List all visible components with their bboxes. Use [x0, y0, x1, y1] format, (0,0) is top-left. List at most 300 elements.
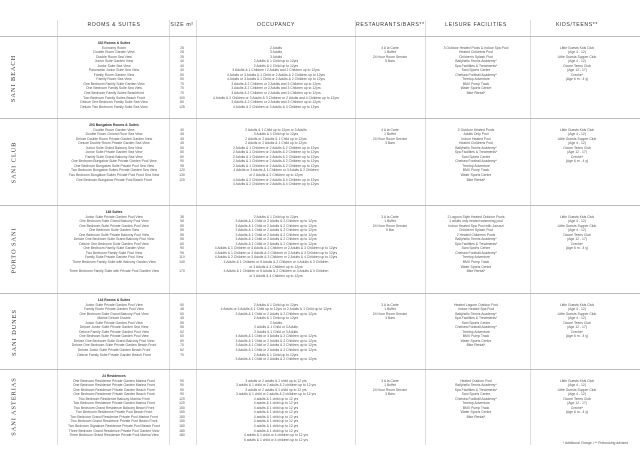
- section-label-text: PORTO SANI: [10, 227, 18, 273]
- restaurant-line: 5 Bars: [385, 59, 395, 64]
- room-name: Junior Suite Grand Balcony Sea View: [85, 145, 143, 150]
- leisure-line: Treetop Adventure: [462, 401, 490, 406]
- leisure-line: 2 Heated Childrens Pools: [456, 232, 496, 237]
- room-name: Double Room Ground Floor Sea View: [85, 132, 143, 137]
- leisure-line: Heated Lagoon Outdoor Pool: [453, 302, 499, 307]
- occupancy-line: 3 Adults & 1 Child or 2 Adults & 2 Children up to 12yrs: [235, 223, 317, 228]
- occupancy-line: 3 Adults & 1 Children / 2 Adults and 2 Children up to 12yrs: [232, 68, 320, 73]
- room-size: 90: [180, 392, 184, 397]
- room-size: 45: [180, 141, 184, 146]
- kids-line: (Age 4 - 12): [568, 219, 586, 224]
- occupancy-line: or 3 Adults & 4 Children up to 12yrs: [249, 264, 303, 269]
- room-name: Double Room Garden View: [93, 50, 135, 55]
- room-name: One Bedroom Suite Grand Balcony Pool View: [79, 311, 149, 316]
- restaurant-line: 1 Buffet: [384, 132, 396, 137]
- section-porto-sani: [0, 205, 640, 294]
- occupancy-line: 3 Adults & 1 Child or 2 Adults & 2 Children up to 12yrs: [235, 237, 317, 242]
- occupancy-line: 4 Adults or 3 Adults & 1 Children or 3 Adults & 2 Children: [233, 168, 319, 173]
- room-name: 148 Suites: [105, 210, 123, 214]
- room-name: Junior Suite Private Garden Pool View: [85, 320, 143, 325]
- room-size: 120: [179, 177, 185, 182]
- leisure-line: Heated Childrens Pool: [459, 141, 493, 146]
- section-sani-club: [0, 118, 640, 206]
- occupancy-line: 2 Adults & 1 Child up to 12yrs or 3 Adults: [245, 127, 307, 132]
- room-name: Deluxe Double Room Private Garden Sea View: [78, 141, 150, 146]
- room-name: One Bedroom Residence Private Garden Beach Front: [73, 392, 155, 397]
- room-size: 90: [180, 159, 184, 164]
- room-name: Economy Room: [101, 45, 127, 50]
- kids-line: Creche*: [570, 329, 584, 334]
- room-size: 90: [180, 378, 184, 383]
- leisure-column: [426, 210, 526, 274]
- room-name: Junior Suite Private Garden Pool View: [85, 214, 143, 219]
- restaurant-line: 5 Bar: [385, 228, 395, 233]
- occupancy-line: 4 adults & 1 child up to 12 yrs: [253, 424, 299, 429]
- occupancy-line: 3 adults or 2 adults & 1 child up to 12 yrs: [245, 378, 307, 383]
- room-size: 50: [180, 77, 184, 82]
- room-size: 170: [179, 269, 185, 274]
- occupancy-line: 2 Adults & 1 Child up to 12yrs: [253, 316, 299, 321]
- restaurant-line: 3 Bars: [385, 141, 395, 146]
- room-size: 180: [179, 433, 185, 438]
- restaurants-column: [356, 298, 424, 321]
- room-name: Three Bedroom Family Suite with Balcony Garden View: [72, 260, 156, 265]
- occupancy-column: [198, 374, 354, 442]
- room-name: Deluxe One Bedroom Suite Private Garden Beach Front: [71, 343, 157, 348]
- leisure-line: Ballyhello Tennis Academy*: [455, 145, 497, 150]
- kids-line: Creche*: [570, 405, 584, 410]
- occupancy-line: 3 Adults & 2 Children or 2 Adults and 3 Children up to 12yrs: [231, 100, 321, 105]
- room-name: Two Bedroom Grand Residence Private Pool Marina Front: [70, 414, 158, 419]
- sizes-column: [170, 41, 194, 109]
- restaurant-line: 24 Hour Room Service: [372, 387, 408, 392]
- restaurant-line: 3 A la Carte: [381, 302, 399, 307]
- occupancy-line: 2 Adults & 1 Child up to 12yrs: [253, 63, 299, 68]
- room-size: 60: [180, 334, 184, 339]
- kids-line: Little Guests Kids Club: [559, 214, 595, 219]
- leisure-line: 2 Lagoon Style Heated Outdoor Pools: [447, 214, 505, 219]
- leisure-line: Water Sports Centre: [460, 410, 492, 415]
- leisure-line: Bike Rental*: [466, 177, 486, 182]
- room-name: Deluxe One Bedroom Suite Grand Balcony Pool View: [73, 237, 155, 242]
- occupancy-line: 4 adults & 1 child up to 12 yrs: [253, 414, 299, 419]
- occupancy-line: 2 Adults & 1 Children or 2 Adults & 2 Children up to 12yrs: [233, 150, 319, 155]
- occupancy-line: 4 Adults or 3 Adults & 1 Child or 2 Adults & 2 Children up to 12yrs: [226, 77, 325, 82]
- occupancy-column: [198, 41, 354, 109]
- section-sani-beach: [0, 36, 640, 119]
- restaurant-line: 24 Hour Room Service: [372, 136, 408, 141]
- room-size: 120: [179, 396, 185, 401]
- occupancy-line: or 3 Adults & 4 Children up to 12yrs: [249, 273, 303, 278]
- occupancy-line: 4 Adults or 3 Adults & 1 Child up to 12yrs or 2 Adults & 1 Child up to 12yrs: [220, 307, 332, 312]
- restaurants-column: [356, 41, 424, 64]
- room-size: 40: [180, 127, 184, 132]
- kids-line: Ocone Teens Club: [563, 145, 591, 150]
- sizes-column: [170, 298, 194, 357]
- room-name: Two Bedroom Residence Private Garden Marina Front: [73, 401, 155, 406]
- leisure-line: Spa Facilities & Treatments*: [454, 387, 498, 392]
- kids-line: (Age 6 m - 4 y): [565, 334, 589, 339]
- kids-line: (Age 12 - 17): [567, 150, 587, 155]
- occupancy-column: [198, 298, 354, 362]
- leisure-line: Bike Rental*: [466, 269, 486, 274]
- leisure-line: Chelsea Football Academy*: [455, 159, 497, 164]
- leisure-line: Spa Facilities & Treatments*: [454, 150, 498, 155]
- room-size: 45: [180, 316, 184, 321]
- room-size: 125: [179, 104, 185, 109]
- occupancy-line: 3 Adults & 2 Children or 2 Adults and 3 Children up to 12yrs: [231, 91, 321, 96]
- room-size: 38: [180, 214, 184, 219]
- sizes-column: [170, 210, 194, 274]
- kids-line: (Age 4 - 12): [568, 228, 586, 233]
- room-size: 60: [180, 338, 184, 343]
- room-name: Two Bedroom Signature Residence Private Pool Beach Front: [68, 424, 160, 429]
- room-name: Family Suite Private Garden Pool View: [84, 255, 144, 260]
- occupancy-line: 4 adults & 1 child up to 12 yrs: [253, 405, 299, 410]
- occupancy-line: 2 Adults & 1 Child up to 12yrs: [253, 214, 299, 219]
- occupancy-line: 2 Adults & 1 Child or 3 Adults: [254, 329, 298, 334]
- room-size: 50: [180, 150, 184, 155]
- room-name: Deluxe One Bedroom Suite Garden Pool View: [79, 241, 149, 246]
- room-name: One Bedroom Family Suite Sea View: [86, 86, 142, 91]
- leisure-line: 3 Outdoor Heated Pools & Indoor Spa Pool: [443, 45, 509, 50]
- leisure-line: Children's Splash Pool: [458, 228, 493, 233]
- room-name: Marine Deluxe Double: [97, 316, 131, 321]
- occupancy-line: 4 Adults & 2 Children or 3 Adults & 3 Children up to 12yrs: [233, 104, 319, 109]
- room-name: Family Room Sea View: [96, 77, 132, 82]
- occupancy-line: 4 Adults & 2 Children or 2 Adults & 4 Children up to 12yrs: [233, 177, 319, 182]
- room-name: One Bedroom Bungalow Suite Private Pool Sea View: [73, 163, 155, 168]
- leisure-line: Adults Only Pool: [463, 132, 489, 137]
- room-size: 95: [180, 250, 184, 255]
- occupancy-line: 3 Adults & 1 Child or 2 Adults & 2 Children up to 12yrs: [235, 311, 317, 316]
- room-size: 45: [180, 132, 184, 137]
- occupancy-line: 4 Adults & 1 Children or 3 Adults & 2 Children or 2 Adults & 3 Children up to 12yrs: [214, 246, 338, 251]
- restaurant-line: 1 Buffet: [384, 383, 396, 388]
- kids-line: (Age 6 m - 4 y): [565, 246, 589, 251]
- room-name: Junior Suite Private Garden Sea View: [85, 150, 143, 155]
- leisure-line: Sani Sports Centre: [461, 392, 491, 397]
- room-name: Three Bedroom Grand Residence Private Pool Garden View: [68, 428, 160, 433]
- room-size: 100: [179, 95, 185, 100]
- room-name: One Bedroom Suite Private Garden Pool View: [79, 223, 149, 228]
- room-size: 60: [180, 311, 184, 316]
- occupancy-line: 2 Adults or 2 Adults & 1 Child up to 12yrs: [245, 136, 307, 141]
- room-name: Two Bedroom Bungalow Suites Private Garden Sea View: [70, 168, 158, 173]
- occupancy-line: 3 Adults & 1 Child or 2 Adults & 2 Children up to 12yrs: [235, 348, 317, 353]
- kids-line: Creche*: [570, 154, 584, 159]
- restaurant-line: 1 Buffet: [384, 219, 396, 224]
- leisure-line: BMX Pump Track: [462, 260, 490, 265]
- room-size: 55: [180, 219, 184, 224]
- room-name: Junior Suite Garden View: [94, 59, 134, 64]
- occupancy-line: 2 Adults & 1 Children or 2 Adults & 2 Children up to 12yrs: [233, 154, 319, 159]
- occupancy-line: 4 Adults & 2 Children or 2 Adults & 4 Children up to 12yrs: [233, 182, 319, 187]
- leisure-line: Water Sports Centre: [460, 264, 492, 269]
- restaurant-line: 24 Hour Room Service: [372, 54, 408, 59]
- occupancy-line: 2 Adults & 1 Child up to 12yrs: [253, 59, 299, 64]
- leisure-line: 2 Outdoor Heated Pools: [457, 127, 495, 132]
- room-name: Family Room Private Garden Pool View: [84, 307, 144, 312]
- kids-line: (Age 12 - 17): [567, 68, 587, 73]
- room-name: Deluxe One Bedroom Suite Grand Balcony Pool View: [73, 338, 155, 343]
- leisure-line: Ballyhello Tennis Academy*: [455, 237, 497, 242]
- room-size: 45: [180, 136, 184, 141]
- occupancy-line: 3 Adults & 1 Child or 2 Adults & 2 Children up to 12yrs: [235, 219, 317, 224]
- room-size: 50: [180, 72, 184, 77]
- kids-line: (Age 4 - 12): [568, 50, 586, 55]
- rooms-column: [60, 374, 168, 438]
- leisure-line: BMX Pump Track: [462, 168, 490, 173]
- kids-line: (Age 4 - 12): [568, 392, 586, 397]
- room-name: Double Room Sea View: [96, 54, 132, 59]
- room-name: One Bedroom Family Suite Garden View: [83, 81, 145, 86]
- room-size: 55: [180, 325, 184, 330]
- leisure-line: Children's Splash Pool: [458, 54, 493, 59]
- header-size: SIZE m²: [170, 22, 194, 28]
- room-name: Two Bedroom Residence Private Pool Beach Front: [75, 410, 153, 415]
- leisure-line: Bike Rental*: [466, 343, 486, 348]
- occupancy-line: 4 Adults & 1 Children or 3 Adults & 2 Children or 2 Adults & 3 Children up to 12yrs: [214, 250, 338, 255]
- leisure-line: Sani Sports Centre: [461, 154, 491, 159]
- occupancy-line: 2 Adults or 2 Adults & 1 Child up to 12yrs: [245, 141, 307, 146]
- kids-line: Ocone Teens Club: [563, 320, 591, 325]
- room-size: 70: [180, 81, 184, 86]
- leisure-line: Spa Facilities & Treatments*: [454, 316, 498, 321]
- occupancy-line: 2 Adults & 1 Child up to 12yrs: [253, 352, 299, 357]
- leisure-line: Bike Rental*: [466, 414, 486, 419]
- room-size: 180: [179, 424, 185, 429]
- room-size: 55: [180, 320, 184, 325]
- room-name: One Bedroom Suite Private Garden Pool View: [79, 334, 149, 339]
- occupancy-line: 4 Adults & 1 Children or 5 Adults & 2 Children or 4 Adults & 3 Children: [223, 269, 329, 274]
- occupancy-line: 4 adults & 1 child up to 12 yrs: [253, 401, 299, 406]
- occupancy-line: 3 adults & 1 child or 2 adults & 2 children up to 12 yrs: [235, 392, 317, 397]
- room-size: 40: [180, 68, 184, 73]
- kids-column: [534, 374, 620, 415]
- occupancy-line: 4 Adults & 1 Children or 5 Adults & 2 Children or 4 Adults & 3 Children: [223, 260, 329, 265]
- room-name: Deluxe Family Suite Private Garden Beach Front: [77, 352, 151, 357]
- occupancy-line: 2 Adults & 1 Children or 2 Adults & 2 Children up to 12yrs: [233, 163, 319, 168]
- kids-column: [534, 298, 620, 339]
- leisure-line: Treetop Adventure: [462, 163, 490, 168]
- leisure-line: Ballyhello Tennis Academy*: [455, 311, 497, 316]
- kids-line: (Age 12 - 17): [567, 401, 587, 406]
- leisure-line: BMX Pump Track: [462, 334, 490, 339]
- section-sani-dunes: [0, 293, 640, 370]
- room-size: 150: [179, 414, 185, 419]
- leisure-line: Indoor Heated Spa Pool with Jacuzzi: [448, 223, 504, 228]
- leisure-line: Chelsea Football Academy*: [455, 396, 497, 401]
- leisure-line: Indoor Heated Pool: [461, 136, 491, 141]
- room-name: Two Bedroom Family Suite Pool View: [85, 250, 143, 255]
- occupancy-line: 3 Adults: [269, 50, 283, 55]
- occupancy-line: 4 adults & 1 child up to 12 yrs: [253, 428, 299, 433]
- room-name: Deluxe Junior Suite Private Garden Beach Front: [77, 348, 151, 353]
- room-name: Family Room Garden View: [93, 72, 135, 77]
- kids-line: Ocone Teens Club: [563, 396, 591, 401]
- room-name: Deluxe One Bedroom Family Suite Sea View: [80, 100, 148, 105]
- kids-line: Little Guests Supper Club: [557, 136, 597, 141]
- restaurant-line: 3 Bars: [385, 392, 395, 397]
- sizes-column: [170, 374, 194, 438]
- leisure-line: Spa Facilities & Treatments*: [454, 63, 498, 68]
- rooms-column: [60, 41, 168, 109]
- leisure-line: Ballyhello Tennis Academy*: [455, 59, 497, 64]
- occupancy-line: 3 Adults & 2 Children or 2 Adults and 3 Children up to 12yrs: [231, 86, 321, 91]
- occupancy-line: 2 Adults: [269, 320, 283, 325]
- room-name: One Bedroom Family Suite Garden View: [83, 246, 145, 251]
- occupancy-line: 3 Adults & 1 Child up to 12yrs: [253, 132, 299, 137]
- occupancy-column: [198, 123, 354, 187]
- leisure-column: [426, 123, 526, 182]
- room-size: 90: [180, 387, 184, 392]
- room-name: One Bedroom Suite Private Balcony Pool View: [78, 232, 150, 237]
- sizes-column: [170, 123, 194, 182]
- kids-line: Little Guests Supper Club: [557, 311, 597, 316]
- leisure-line: Water Sports Centre: [460, 338, 492, 343]
- restaurant-line: 3 A la Carte: [381, 378, 399, 383]
- room-size: 140: [179, 260, 185, 265]
- kids-line: (Age 6 m - 4 y): [565, 77, 589, 82]
- rooms-column: [60, 123, 168, 182]
- occupancy-line: 4 Adults & 2 Children or 3 Adults & 3 Children or 2 Adults & 4 Children up to 12yrs: [214, 255, 338, 260]
- room-size: 25: [180, 50, 184, 55]
- header-leisure: LEISURE FACILITIES: [445, 22, 507, 28]
- leisure-column: [426, 41, 526, 96]
- occupancy-line: 3 adults & 1 child or 2 adults & 2 children up to 12 yrs: [235, 383, 317, 388]
- kids-line: (Age 4 - 12): [568, 307, 586, 312]
- room-name: One Bedroom Residence Private Garden Marina Front: [73, 378, 155, 383]
- kids-line: (Age 4 - 12): [568, 141, 586, 146]
- room-size: 150: [179, 410, 185, 415]
- footnote: * Additional Charge / ** Prebooking advised: [562, 441, 628, 445]
- occupancy-line: 2 Adults & 1 Children or 2 Adults & 2 Children up to 12yrs: [233, 145, 319, 150]
- restaurant-line: 1 Buffet: [384, 307, 396, 312]
- room-name: Two Bedroom Residence Balcony Marina Front: [78, 396, 150, 401]
- leisure-line: Sani Sports Centre: [461, 246, 491, 251]
- room-name: Family Suite Grand Balcony Sea View: [85, 154, 143, 159]
- kids-line: (Age 4 - 12): [568, 316, 586, 321]
- leisure-column: [426, 298, 526, 348]
- room-size: 90: [180, 246, 184, 251]
- kids-line: Little Guests Kids Club: [559, 127, 595, 132]
- occupancy-line: 2 Adults: [269, 45, 283, 50]
- room-size: 55: [180, 232, 184, 237]
- section-label-text: SANI DUNES: [10, 308, 18, 356]
- room-name: 144 Rooms & Suites: [97, 298, 131, 302]
- leisure-line: Ballyhello Tennis Academy*: [455, 383, 497, 388]
- occupancy-line: 3 Adults: [269, 54, 283, 59]
- kids-line: (Age 12 - 17): [567, 325, 587, 330]
- section-label-text: SANI BEACH: [10, 54, 18, 102]
- kids-line: Little Guests Supper Club: [557, 387, 597, 392]
- leisure-line: Chelsea Football Academy*: [455, 325, 497, 330]
- occupancy-line: or 2 Adults & 2 Children up to 12yrs: [249, 173, 303, 178]
- kids-line: (Age 6 m - 4 y): [565, 159, 589, 164]
- leisure-line: Indoor Heated Spa Pool: [457, 307, 495, 312]
- section-label: [6, 37, 22, 119]
- occupancy-line: 4 Adults & 1 Child or 3 Adults & 2 Children up to 12yrs: [235, 334, 317, 339]
- room-name: One Bedroom Family Suites Beachfront: [84, 91, 144, 96]
- room-size: 50: [180, 302, 184, 307]
- room-name: Junior Suite Private Garden Pool View: [85, 302, 143, 307]
- kids-line: Little Guests Kids Club: [559, 45, 595, 50]
- kids-line: Ocone Teens Club: [563, 63, 591, 68]
- occupancy-line: 4 adults & 1 child up to 12 yrs: [253, 419, 299, 424]
- room-name: Deluxe Junior Suite Private Garden Sea View: [79, 325, 149, 330]
- kids-column: [534, 41, 620, 82]
- kids-line: Ocone Teens Club: [563, 232, 591, 237]
- occupancy-line: 6 adults & 1 child or 4 children up to 12 yrs: [243, 437, 309, 442]
- room-size: 130: [179, 173, 185, 178]
- leisure-line: BMX Pump Track: [462, 81, 490, 86]
- occupancy-line: 3 Adults & 1 Child or 2 Adults & 2 Children up to 12yrs: [235, 343, 317, 348]
- header-occupancy: OCCUPANCY: [256, 22, 296, 28]
- kids-line: (Age 12 - 17): [567, 237, 587, 242]
- occupancy-line: 3 Adults & 1 Child or 2 Adults & 2 Children up to 12yrs: [235, 338, 317, 343]
- occupancy-line: 3 adults or 2 adults & 1 child up to 12 yrs: [245, 387, 307, 392]
- rooms-column: [60, 210, 168, 274]
- room-name: One Bedroom Bungalow Suite Private Garden Pool View: [71, 159, 157, 164]
- kids-line: (Age 4 - 12): [568, 383, 586, 388]
- kids-line: Little Guests Supper Club: [557, 223, 597, 228]
- leisure-line: Treetop Adventure: [462, 77, 490, 82]
- kids-line: (Age 6 m - 4 y): [565, 410, 589, 415]
- restaurant-line: 1 Buffet: [384, 50, 396, 55]
- occupancy-line: 2 Adults & 1 Child up to 12yrs: [253, 302, 299, 307]
- restaurants-column: [356, 210, 424, 233]
- kids-line: Little Guests Supper Club: [557, 54, 597, 59]
- leisure-line: Sani Sports Centre: [461, 320, 491, 325]
- header-restaurants: RESTAURANTS/BARS**: [356, 22, 425, 28]
- room-size: 120: [179, 168, 185, 173]
- occupancy-line: 3 Adults & 1 Child or 2 Adults & 2 Children up to 12yrs: [235, 241, 317, 246]
- section-label-text: SANI ASTERIAS: [10, 376, 18, 436]
- occupancy-line: 4 Adults or 3 Adults & 1 Child or 2 Adults & 2 Children up to 12yrs: [226, 72, 325, 77]
- room-name: Panoramic Junior Suite Sea View: [88, 68, 140, 73]
- room-size: 55: [180, 237, 184, 242]
- room-name: One Bedroom Residence Private Garden Beach Front: [73, 387, 155, 392]
- restaurants-column: [356, 374, 424, 397]
- section-label: [6, 294, 22, 370]
- kids-line: Creche*: [570, 72, 584, 77]
- room-name: 203 Bungalow Rooms & Suites: [89, 123, 139, 127]
- section-sani-asterias: [0, 369, 640, 442]
- room-name: Two Bedroom Family Suites Beach Front: [83, 95, 145, 100]
- room-size: 55: [180, 228, 184, 233]
- room-name: Double Room Garden View: [93, 127, 135, 132]
- kids-column: [534, 210, 620, 251]
- room-size: 55: [180, 223, 184, 228]
- room-name: Deluxe Double Room Private Garden Garden View: [75, 136, 153, 141]
- leisure-line: Chelsea Football Academy*: [455, 250, 497, 255]
- room-size: 150: [179, 419, 185, 424]
- occupancy-line: 4 Adults & 2 Children or 3 Adults & 3 Children or 2 Adults and 4 Children up to 12yrs: [213, 95, 339, 100]
- kids-column: [534, 123, 620, 164]
- room-size: 70: [180, 343, 184, 348]
- room-name: Three Bedroom Grand Residence Private Pool Marina View: [69, 433, 159, 438]
- leisure-line: Treetop Adventure: [462, 329, 490, 334]
- room-size: 60: [180, 154, 184, 159]
- room-size: 62: [180, 348, 184, 353]
- restaurant-line: 4 A la Carte: [381, 45, 399, 50]
- restaurant-line: 3 A la Carte: [381, 214, 399, 219]
- kids-line: Little Guests Kids Club: [559, 378, 595, 383]
- room-name: One Bedroom Bungalow Private Pool Beach Front: [76, 177, 152, 182]
- occupancy-line: 4 adults & 1 child up to 12 yrs: [253, 396, 299, 401]
- room-name: One Bedroom Residence Private Garden Marina Front: [73, 383, 155, 388]
